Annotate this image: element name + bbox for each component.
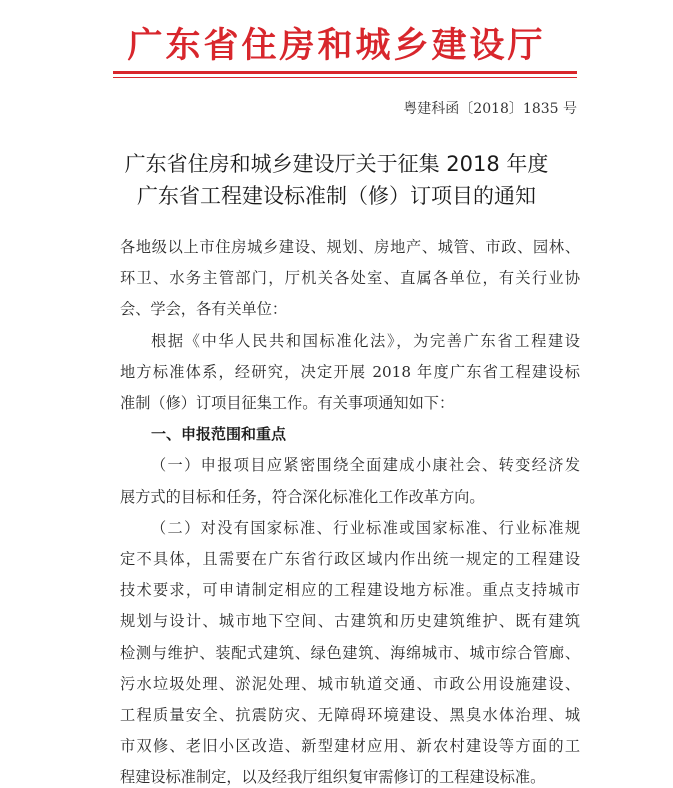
- body-line: 根据《中华人民共和国标准化法》，为完善广东省工程建设: [151, 331, 580, 350]
- document-title-line: 广东省工程建设标准制（修）订项目的通知: [137, 184, 536, 208]
- letterhead-title: 广东省住房和城乡建设厅: [127, 25, 546, 66]
- document-title-line: 广东省住房和城乡建设厅关于征集 2018 年度: [124, 152, 549, 176]
- body-line: 定不具体，且需要在广东省行政区域内作出统一规定的工程建设: [120, 550, 580, 568]
- body-line: 会、学会，各有关单位：: [120, 300, 288, 319]
- body-line: （二）对没有国家标准、行业标准或国家标准、行业标准规: [151, 518, 580, 537]
- section-heading: 一、申报范围和重点: [151, 425, 287, 444]
- body-line: （一）申报项目应紧密围绕全面建成小康社会、转变经济发: [151, 456, 580, 475]
- letterhead-red-rule: [113, 71, 577, 74]
- body-line: 技术要求，可申请制定相应的工程建设地方标准。重点支持城市: [120, 581, 580, 600]
- letterhead-red-rule-thin: [113, 77, 577, 78]
- body-line: 展方式的目标和任务，符合深化标准化工作改革方向。: [120, 487, 485, 506]
- document-number: 粤建科函〔2018〕1835 号: [403, 101, 577, 117]
- body-line: 市双修、老旧小区改造、新型建材应用、新农村建设等方面的工: [120, 737, 580, 756]
- body-line: 地方标准体系，经研究，决定开展 2018 年度广东省工程建设标: [120, 362, 580, 381]
- body-line: 规划与设计、城市地下空间、古建筑和历史建筑维护、既有建筑: [120, 612, 580, 631]
- body-line: 准制（修）订项目征集工作。有关事项通知如下：: [120, 394, 455, 412]
- body-line: 环卫、水务主管部门，厅机关各处室、直属各单位，有关行业协: [120, 269, 580, 288]
- body-line: 污水垃圾处理、淤泥处理、城市轨道交通、市政公用设施建设、: [120, 674, 580, 693]
- body-line: 检测与维护、装配式建筑、绿色建筑、海绵城市、城市综合管廊、: [120, 643, 580, 662]
- body-line: 工程质量安全、抗震防灾、无障碍环境建设、黑臭水体治理、城: [120, 706, 580, 724]
- body-line: 各地级以上市住房城乡建设、规划、房地产、城管、市政、园林、: [120, 238, 580, 256]
- body-line: 程建设标准制定，以及经我厅组织复审需修订的工程建设标准。: [120, 768, 546, 787]
